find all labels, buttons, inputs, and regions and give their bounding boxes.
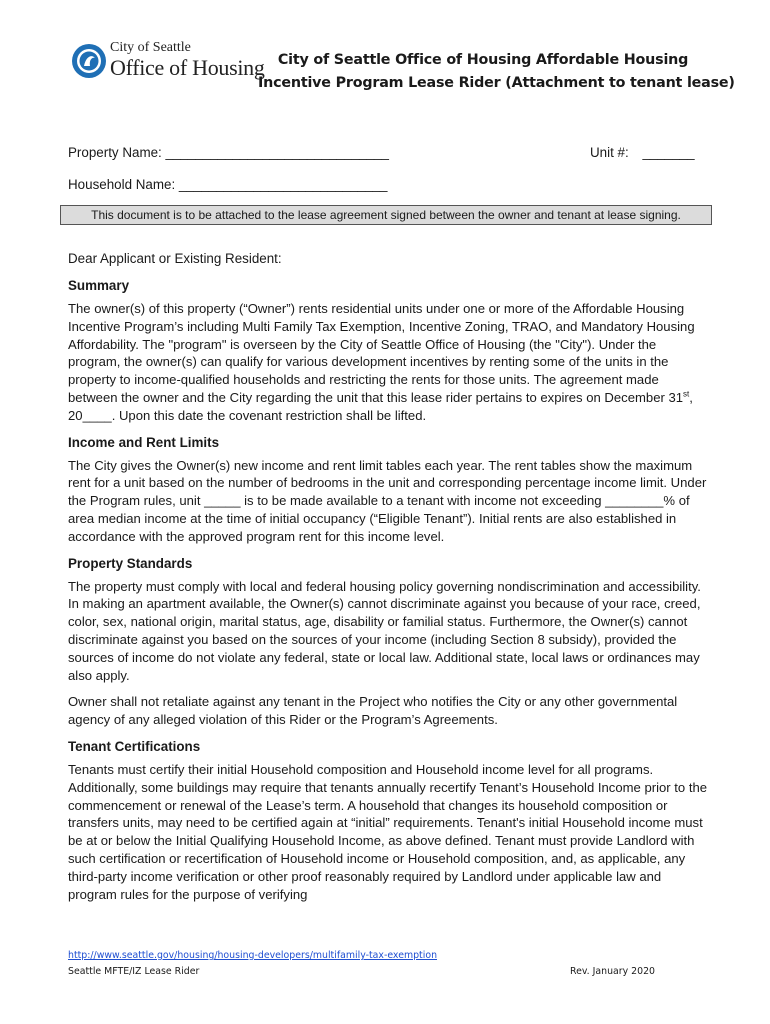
unit-number-field[interactable]	[590, 145, 695, 160]
summary-heading: Summary	[68, 278, 130, 293]
summary-paragraph: The owner(s) of this property (“Owner”) rents residential units under one or more of the Affordable Housing Incentive Program’s including Multi Family Tax Exemption, Incentive Zoning, TRAO, and Mandatory Housing Affordability. The "program" is overseen by the City of Seattle Office of Housing (the "City"). Under the program, the owner(s) can qualify for various development incentives by renting some of the units in the property to income-qualified households and restricting the rents for those units. The agreement made between the owner and the City regarding the unit that this lease rider pertains to expires on December 31st, 20____. Upon this date the covenant restriction shall be lifted.	[68, 301, 695, 423]
title-line-2: Incentive Program Lease Rider (Attachment to tenant lease)	[258, 75, 735, 91]
household-name-field[interactable]	[68, 177, 387, 192]
office-of-housing-logo	[70, 40, 265, 86]
property-name-blank[interactable]: ______________________________	[165, 145, 389, 160]
attachment-notice: This document is to be attached to the lease agreement signed between the owner and tenant at lease signing.	[60, 205, 712, 225]
salutation: Dear Applicant or Existing Resident:	[68, 251, 282, 266]
mfte-link[interactable]: http://www.seattle.gov/housing/housing-developers/multifamily-tax-exemption	[68, 950, 438, 961]
unit-number-blank[interactable]: _______	[642, 145, 695, 160]
household-name-blank[interactable]: ____________________________	[178, 177, 388, 192]
property-paragraph-2: Owner shall not retaliate against any tenant in the Project who notifies the City or any other governmental agency of any alleged violation of this Rider or the Program’s Agreements.	[68, 694, 678, 728]
property-paragraph-1: The property must comply with local and federal housing policy governing nondiscrimination and accessibility. In making an apartment available, the Owner(s) cannot discriminate against you because of your race, creed, color, sex, national origin, marital status, age, disability or familial status. Furthermore, the Owner(s) cannot discriminate against you based on the sources of your income (including Section 8 subsidy), provided the sources of income do not violate any federal, state or local law. Additional state, local laws or ordinances may also apply.	[68, 578, 701, 683]
property-heading: Property Standards	[68, 555, 193, 571]
logo-city-text: City of Seattle	[110, 40, 191, 55]
property-name-label: Property Name:	[68, 145, 162, 160]
income-heading: Income and Rent Limits	[68, 434, 220, 450]
city-seal-icon	[70, 42, 108, 80]
tenant-paragraph: Tenants must certify their initial Household composition and Household income level for all programs. Additionally, some buildings may require that tenants annually recertify Tenant’s Household Income prior to the commencement or renewal of the Lease’s term. A household that changes its household composition or transfers units, may need to be certified again at “initial” requirements. Tenant's initial Household income must be at or below the Initial Qualifying Household Income, as above defined. Tenant must provide Landlord with such certification or recertification of Household income or Household composition, and, as applicable, any third-party income verification or other proof reasonably required by Landlord under applicable law and program rules for the purpose of verifying	[68, 761, 708, 902]
document-body	[68, 277, 708, 903]
footer-document-name: Seattle MFTE/IZ Lease Rider	[68, 966, 200, 977]
household-name-label: Household Name:	[68, 177, 176, 192]
logo-office-text: Office of Housing	[110, 55, 265, 80]
footer-revision: Rev. January 2020	[570, 966, 656, 977]
tenant-heading: Tenant Certifications	[68, 738, 201, 754]
document-title	[258, 49, 735, 95]
property-name-field[interactable]	[68, 145, 389, 160]
unit-number-label: Unit #:	[590, 145, 629, 160]
income-paragraph: The City gives the Owner(s) new income and rent limit tables each year. The rent tables show the maximum rent for a unit based on the number of bedrooms in the unit and corresponding percentage income limit. Under the Program rules, unit _____ is to be made available to a tenant with income not exceeding ________% of area median income at the time of initial occupancy (“Eligible Tenant”). Initial rents are also established in accordance with the approved program rent for this income level.	[68, 457, 707, 544]
title-line-1: City of Seattle Office of Housing Affordable Housing	[277, 52, 689, 68]
